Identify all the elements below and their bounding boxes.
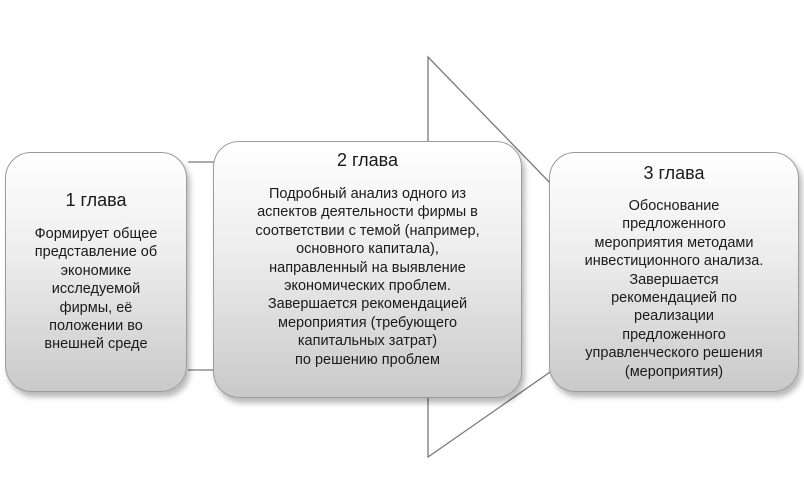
chapter-1-line: Формирует общее <box>34 226 158 242</box>
chapter-2-line: экономических проблем. <box>284 278 451 295</box>
chapter-3-line: предложенного <box>622 326 726 343</box>
chapter-1-description <box>14 225 178 354</box>
chapter-1-line: экономике <box>60 262 132 279</box>
chapter-2-line: по решению проблем <box>295 351 440 368</box>
chapter-2-line: основного капитала), <box>296 241 439 258</box>
chapter-2-line: аспектов деятельности фирмы в <box>257 204 478 221</box>
chapter-3-line: предложенного <box>622 216 726 233</box>
chapter-3-line: мероприятия методами <box>594 234 754 251</box>
chapter-1-line: представление об <box>34 244 158 261</box>
chapter-1-title: 1 глава <box>65 190 127 210</box>
chapter-3-line: Завершается <box>629 271 719 288</box>
chapter-2-line: направленный на выявление <box>269 259 466 276</box>
chapter-2-box <box>213 141 522 398</box>
chapter-3-line: инвестиционного анализа. <box>584 253 764 270</box>
chapter-2-line: Завершается рекомендацией <box>267 296 468 313</box>
chapter-1-line: внешней среде <box>44 336 148 353</box>
chapter-2-line: соответствии с темой (например, <box>255 222 480 239</box>
chapter-3-title: 3 глава <box>643 163 705 183</box>
chapter-3-line: реализации <box>634 308 714 325</box>
chapter-2-title: 2 глава <box>336 150 399 170</box>
chapter-3-line: управленческого решения <box>585 345 763 362</box>
chapter-2-line: капитальных затрат) <box>297 333 438 350</box>
chapter-1-line: исследуемой <box>51 281 141 298</box>
chapter-1-line: положении во <box>49 318 143 335</box>
chapter-3-line: Обоснование <box>628 198 720 214</box>
chapter-1-line: фирмы, её <box>59 299 133 316</box>
chapter-3-description <box>556 197 792 381</box>
chapter-2-line: Подробный анализ одного из <box>268 186 467 202</box>
chapter-2-description <box>220 185 515 369</box>
chapter-3-line: (мероприятия) <box>624 363 724 380</box>
chapter-1-box <box>5 152 187 392</box>
chapter-3-box <box>549 152 799 392</box>
chapter-3-line: рекомендацией по <box>611 290 737 307</box>
chapter-2-line: мероприятия (требующего <box>277 314 458 331</box>
